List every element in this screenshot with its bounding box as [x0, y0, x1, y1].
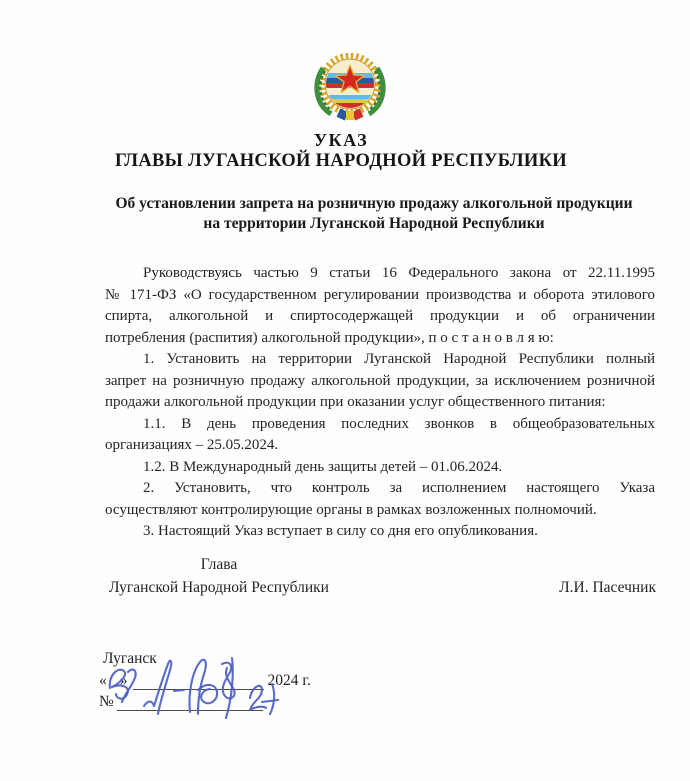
body-line: организациях – 25.05.2024. [105, 437, 279, 453]
body-line: спирта, алкогольной и спиртосодержащей продукции и об ограничении [105, 308, 655, 324]
year-label: 2024 г. [267, 672, 311, 689]
body-line: 1. Установить на территории Луганской Народной Республики полный [143, 351, 655, 367]
number-sign: № [99, 693, 114, 710]
number-blank-line [117, 691, 263, 711]
document-subject [98, 194, 650, 233]
body-line: 1.1. В день проведения последних звонков в общеобразовательных [143, 415, 655, 432]
document-issuer-title: ГЛАВЫ ЛУГАНСКОЙ НАРОДНОЙ РЕСПУБЛИКИ [115, 151, 567, 171]
signature-block [103, 554, 656, 599]
document-type-title: УКАЗ [313, 130, 369, 150]
subject-line-2: на территории Луганской Народной Республики [203, 214, 545, 232]
issue-date-row [99, 669, 311, 690]
body-line: продажи алкогольной продукции при оказании услуг общественного питания: [105, 394, 606, 410]
day-quote-open: « [99, 672, 107, 689]
coat-of-arms-icon [310, 53, 390, 125]
document-number-row [99, 690, 263, 711]
signatory-post [103, 554, 335, 599]
issue-city: Луганск [103, 650, 157, 667]
body-line: запрет на розничную продажу алкогольной продукции, за исключением розничной [105, 372, 655, 389]
signatory-post-line-1: Глава [200, 556, 238, 573]
body-line: потребления (распития) алкогольной продукции», п о с т а н о в л я ю: [105, 329, 554, 346]
body-line: Руководствуясь частью 9 статьи 16 Федерального закона от 22.11.1995 [143, 265, 655, 281]
subject-line-1: Об установлении запрета на розничную продажу алкогольной продукции [115, 195, 633, 212]
body-line: 2. Установить, что контроль за исполнением настоящего Указа [143, 480, 655, 496]
body-line: № 171-ФЗ «О государственном регулировании производства и оборота этилового [105, 286, 655, 303]
body-line: 1.2. В Международный день защиты детей – 01.06.2024. [143, 458, 503, 475]
day-quote-close: » [119, 672, 128, 689]
signatory-post-line-2: Луганской Народной Республики [109, 578, 329, 596]
body-line: 3. Настоящий Указ вступает в силу со дня его опубликования. [143, 523, 538, 539]
body-line: осуществляют контролирующие органы в рамках возложенных полномочий. [105, 501, 597, 518]
signatory-name: Л.И. Пасечник [559, 578, 656, 596]
date-blank-line [133, 670, 264, 690]
document-body [105, 263, 655, 543]
